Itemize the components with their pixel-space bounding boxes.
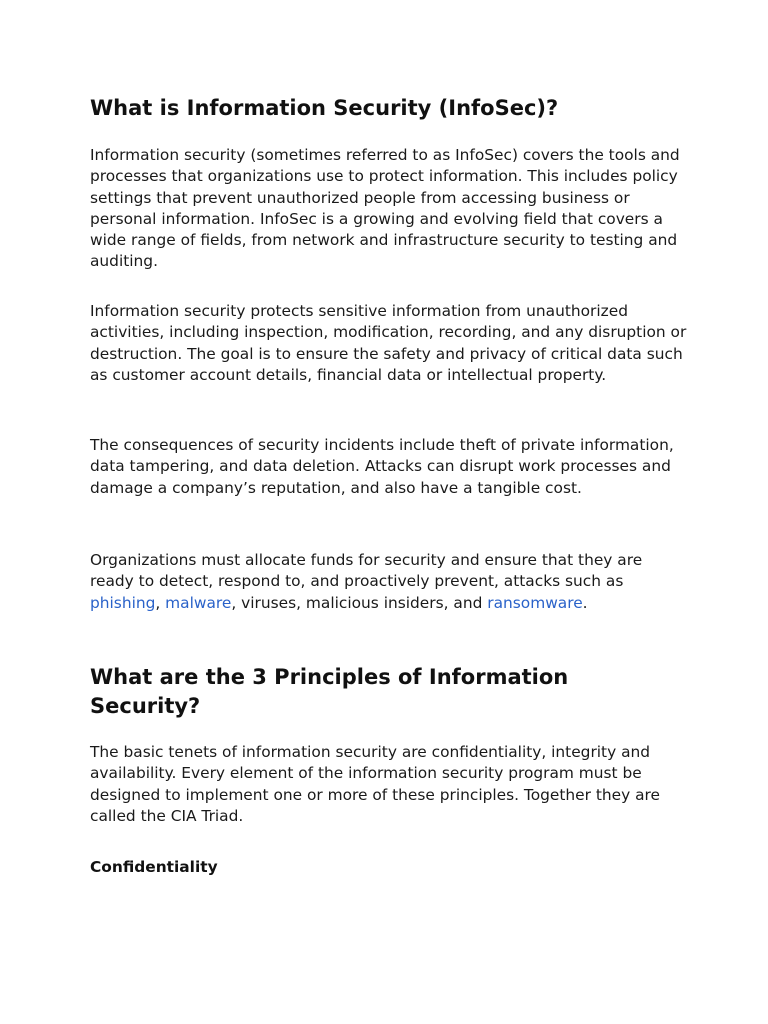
paragraph-organizations — [90, 550, 690, 614]
heading-confidentiality: Confidentiality — [90, 858, 218, 876]
link-malware[interactable]: malware — [165, 593, 232, 612]
link-ransomware[interactable]: ransomware — [487, 593, 583, 612]
paragraph-organizations-text-middle: , viruses, malicious insiders, and — [231, 593, 488, 612]
paragraph-organizations-separator: , — [155, 593, 166, 612]
paragraph-infosec-protects: Information security protects sensitive information from unauthorized activities, including inspection, modification, recording, and any disruption or destruction. The goal is to ensure the safety and privacy of critical data such as customer account details, financial data or intellectual property. — [90, 302, 687, 384]
paragraph-organizations-text-before: Organizations must allocate funds for security and ensure that they are ready to detect, respond to, and proactively prevent, attacks such as — [90, 551, 643, 591]
paragraph-consequences: The consequences of security incidents include theft of private information, data tampering, and data deletion. Attacks can disrupt work processes and damage a company’s reputation, and also have a tangible cost. — [90, 436, 674, 497]
heading-3-principles: What are the 3 Principles of Information Security? — [90, 665, 569, 718]
heading-what-is-infosec: What is Information Security (InfoSec)? — [90, 96, 559, 120]
paragraph-cia-triad: The basic tenets of information security are confidentiality, integrity and availability. Every element of the information security program must be designed to implement one or more of these principles. Together they are called the CIA Triad. — [90, 743, 660, 825]
paragraph-organizations-text-end: . — [582, 593, 588, 612]
link-phishing[interactable]: phishing — [90, 593, 156, 612]
paragraph-infosec-definition: Information security (sometimes referred to as InfoSec) covers the tools and processes that organizations use to protect information. This includes policy settings that prevent unauthorized people from accessing business or personal information. InfoSec is a growing and evolving field that covers a wide range of fields, from network and infrastructure security to testing and auditing. — [90, 146, 680, 271]
